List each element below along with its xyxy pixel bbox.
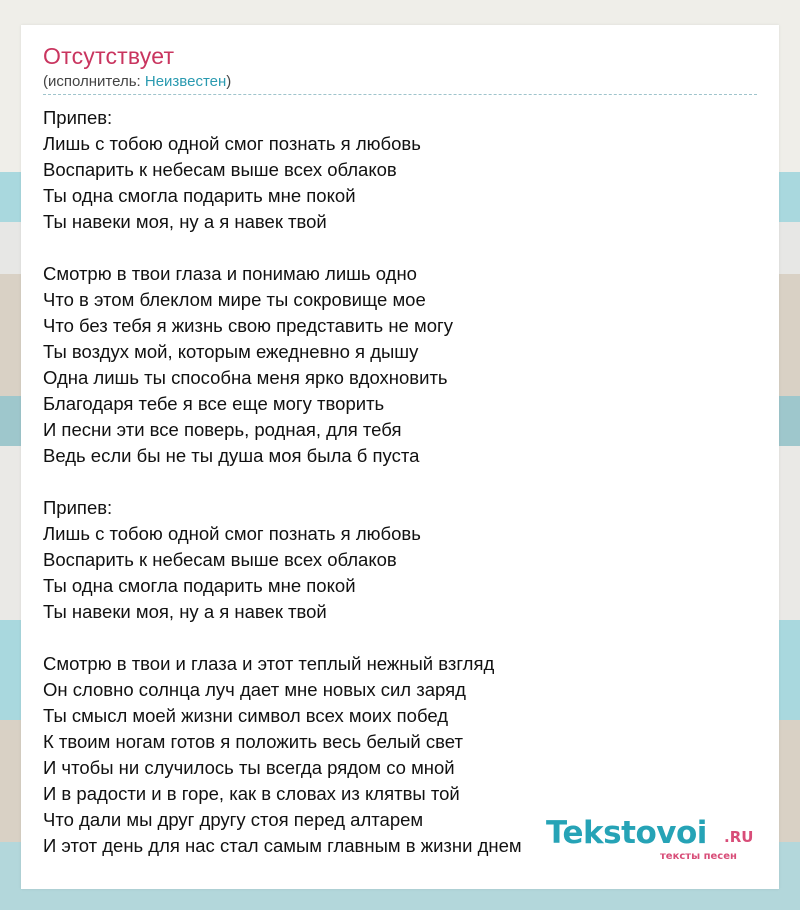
lyric-line: Припев: <box>43 497 113 518</box>
lyrics-card <box>21 25 779 889</box>
lyric-line: Ты воздух мой, которым ежедневно я дышу <box>43 341 419 362</box>
lyric-line: Ты навеки моя, ну а я навек твой <box>43 211 327 232</box>
title-divider <box>43 94 757 95</box>
lyric-blank-line <box>43 235 763 261</box>
lyric-line: Воспарить к небесам выше всех облаков <box>43 549 397 570</box>
logo-name: Tekstovoi <box>546 815 707 851</box>
lyric-line: И песни эти все поверь, родная, для тебя <box>43 419 402 440</box>
lyric-line: И в радости и в горе, как в словах из клятвы той <box>43 783 460 804</box>
lyric-line: Ты одна смогла подарить мне покой <box>43 185 356 206</box>
lyric-line: К твоим ногам готов я положить весь белый свет <box>43 731 463 752</box>
artist-link[interactable]: Неизвестен <box>144 73 227 90</box>
artist-suffix: ) <box>226 73 232 90</box>
lyric-line: Воспарить к небесам выше всех облаков <box>43 159 397 180</box>
lyric-line: Ведь если бы не ты душа моя была б пуста <box>43 445 420 466</box>
lyrics-text <box>43 105 763 859</box>
lyric-line: Смотрю в твои глаза и понимаю лишь одно <box>43 263 417 284</box>
lyric-blank-line <box>43 469 763 495</box>
lyric-line: Он словно солнца луч дает мне новых сил заряд <box>43 679 466 700</box>
lyric-line: Благодаря тебе я все еще могу творить <box>43 393 385 414</box>
lyric-line: Ты одна смогла подарить мне покой <box>43 575 356 596</box>
lyric-line: Смотрю в твои и глаза и этот теплый нежный взгляд <box>43 653 495 674</box>
logo-tagline: тексты песен <box>660 851 737 862</box>
lyric-line: Что дали мы друг другу стоя перед алтарем <box>43 809 424 830</box>
lyric-line: Что без тебя я жизнь свою представить не могу <box>43 315 453 336</box>
lyric-line: Лишь с тобою одной смог познать я любовь <box>43 523 421 544</box>
logo-tld: .RU <box>724 828 754 846</box>
lyric-line: И этот день для нас стал самым главным в жизни днем <box>43 835 522 856</box>
lyric-line: Что в этом блеклом мире ты сокровище мое <box>43 289 426 310</box>
song-title: Отсутствует <box>43 43 175 69</box>
lyric-line: Одна лишь ты способна меня ярко вдохновить <box>43 367 448 388</box>
lyric-line: И чтобы ни случилось ты всегда рядом со мной <box>43 757 455 778</box>
lyric-blank-line <box>43 625 763 651</box>
lyric-line: Припев: <box>43 107 113 128</box>
artist-line <box>43 73 231 90</box>
lyric-line: Ты навеки моя, ну а я навек твой <box>43 601 327 622</box>
artist-prefix: (исполнитель: <box>43 73 145 90</box>
tekstovoi-logo[interactable] <box>546 815 756 863</box>
lyric-line: Лишь с тобою одной смог познать я любовь <box>43 133 421 154</box>
lyric-line: Ты смысл моей жизни символ всех моих побед <box>43 705 449 726</box>
